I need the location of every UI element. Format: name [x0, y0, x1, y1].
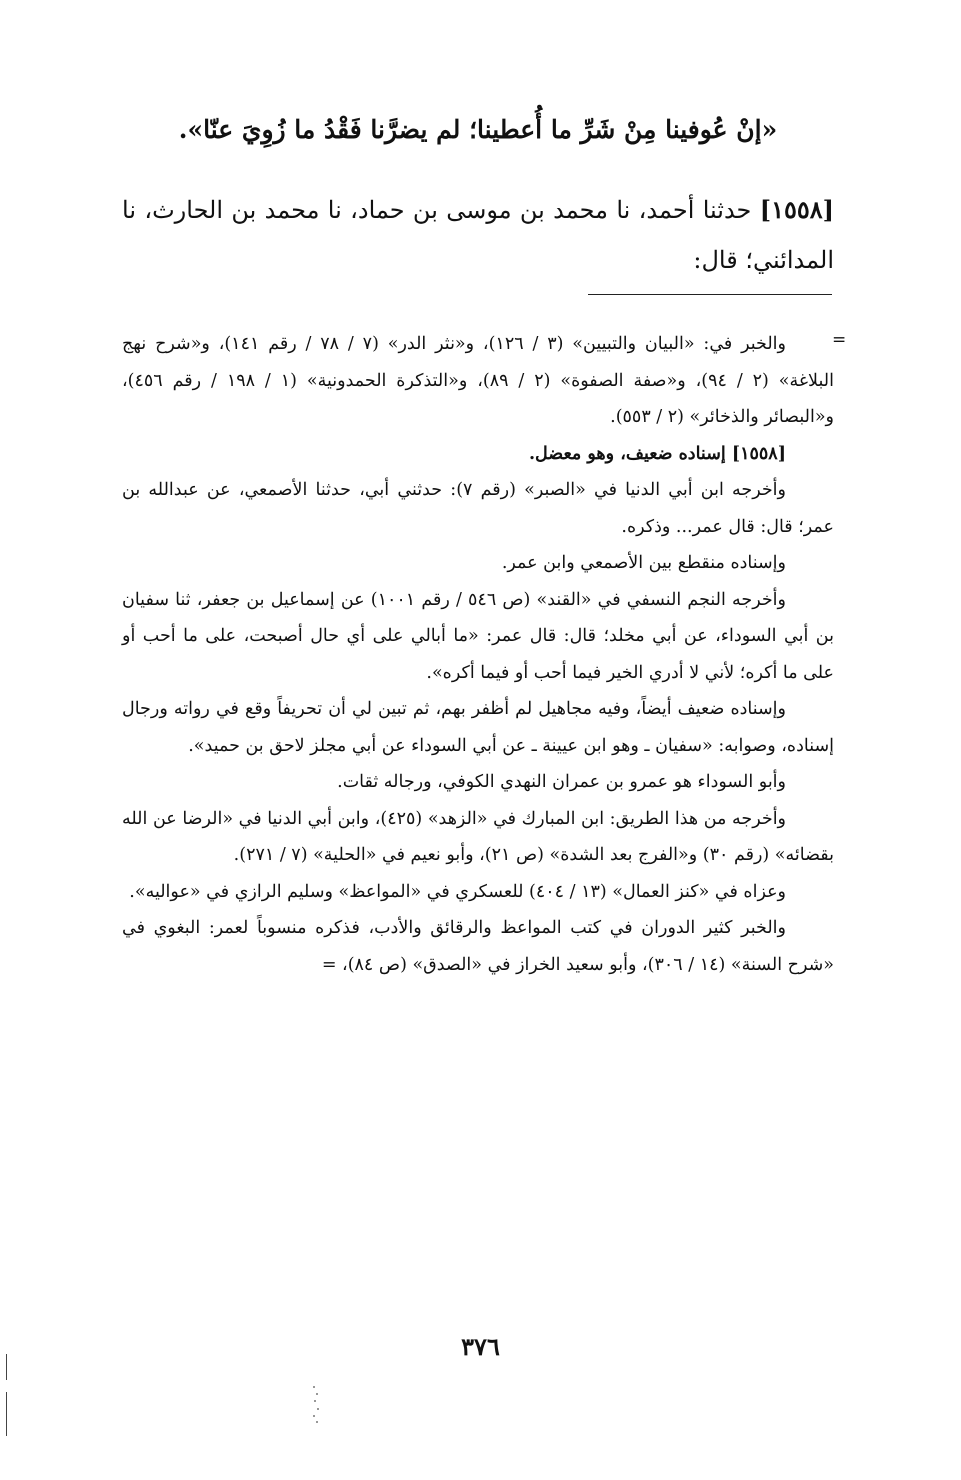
- footnote-paragraph: وأخرجه النجم النسفي في «القند» (ص ٥٤٦ / رقم ١٠٠١) عن إسماعيل بن جعفر، ثنا سفيان بن أبي السوداء، عن أبي مخلد؛ قال: قال عمر: «ما أبالي على أي حال أصبحت، على ما أحب أو على ما أكره؛ لأني لا أدري الخير فيما أحب أو فيما أكره».: [122, 589, 834, 683]
- page-number: ٣٧٦: [461, 1332, 500, 1361]
- footnote-paragraph: وعزاه في «كنز العمال» (١٣ / ٤٠٤) للعسكري في «المواعظ» وسليم الرازي في «عواليه».: [129, 881, 786, 902]
- footnote-paragraph: وإسناده ضعيف أيضاً، وفيه مجاهيل لم أظفر بهم، ثم تبين لي أن تحريفاً وقع في رواته ورجال إسناده، وصوابه: «سفيان ـ وهو ابن عيينة ـ عن أبي السوداء عن أبي مجلز لاحق بن حميد».: [122, 699, 834, 756]
- footnote-paragraph: وإسناده منقطع بين الأصمعي وابن عمر.: [501, 553, 786, 573]
- scan-edge-mark: [6, 1354, 7, 1380]
- footnote-paragraph: وأخرجه من هذا الطريق: ابن المبارك في «الزهد» (٤٢٥)، وابن أبي الدنيا في «الرضا عن الله بقضائه» (رقم ٣٠) و«الفرج بعد الشدة» (ص ٢١)، وأبو نعيم في «الحلية» (٧ / ٢٧١).: [122, 808, 834, 865]
- footnote-paragraph: والخبر في: «البيان والتبيين» (٣ / ١٢٦)، و«نثر الدر» (٧ / ٧٨ / رقم ١٤١)، و«شرح نهج البلاغة» (٢ / ٩٤)، و«صفة الصفوة» (٢ / ٨٩)، و«التذكرة الحمدونية» (١ / ١٩٨ / رقم ٤٥٦)، و«البصائر والذخائر» (٢ / ٥٥٣).: [122, 334, 834, 427]
- hadith-text: حدثنا أحمد، نا محمد بن موسى بن حماد، نا محمد بن الحارث، نا المدائني؛ قال:: [122, 196, 834, 274]
- footnote-paragraph: والخبر كثير الدوران في كتب المواعظ والرقائق والأدب، فذكره منسوباً لعمر: البغوي في «شرح السنة» (١٤ / ٣٠٦)، وأبو سعيد الخراز في «الصدق» (ص ٨٤)، =: [122, 918, 834, 975]
- footnote-paragraph: وأبو السوداء هو عمرو بن عمران النهدي الكوفي، ورجاله ثقات.: [337, 772, 786, 792]
- continuation-mark: =: [832, 330, 847, 350]
- quoted-saying: «إنْ عُوفينا مِنْ شَرِّ ما أُعطينا؛ لم يضرَّنا فَقْدُ ما زُوِيَ عنّا».: [178, 115, 778, 144]
- hadith-chain: [122, 185, 834, 285]
- footnote-paragraph: وأخرجه ابن أبي الدنيا في «الصبر» (رقم ٧): حدثني أبي، حدثنا الأصمعي، عن عبدالله بن عمر؛ قال: قال عمر... وذكره.: [122, 480, 834, 537]
- footnote-paragraph: [١٥٥٨] إسناده ضعيف، وهو معضل.: [528, 443, 786, 464]
- scan-edge-mark: [6, 1392, 7, 1436]
- footnotes: [122, 326, 834, 983]
- footnote-separator: [588, 294, 832, 295]
- scan-speckles: [312, 1384, 320, 1424]
- hadith-number: [١٥٥٨]: [759, 195, 834, 224]
